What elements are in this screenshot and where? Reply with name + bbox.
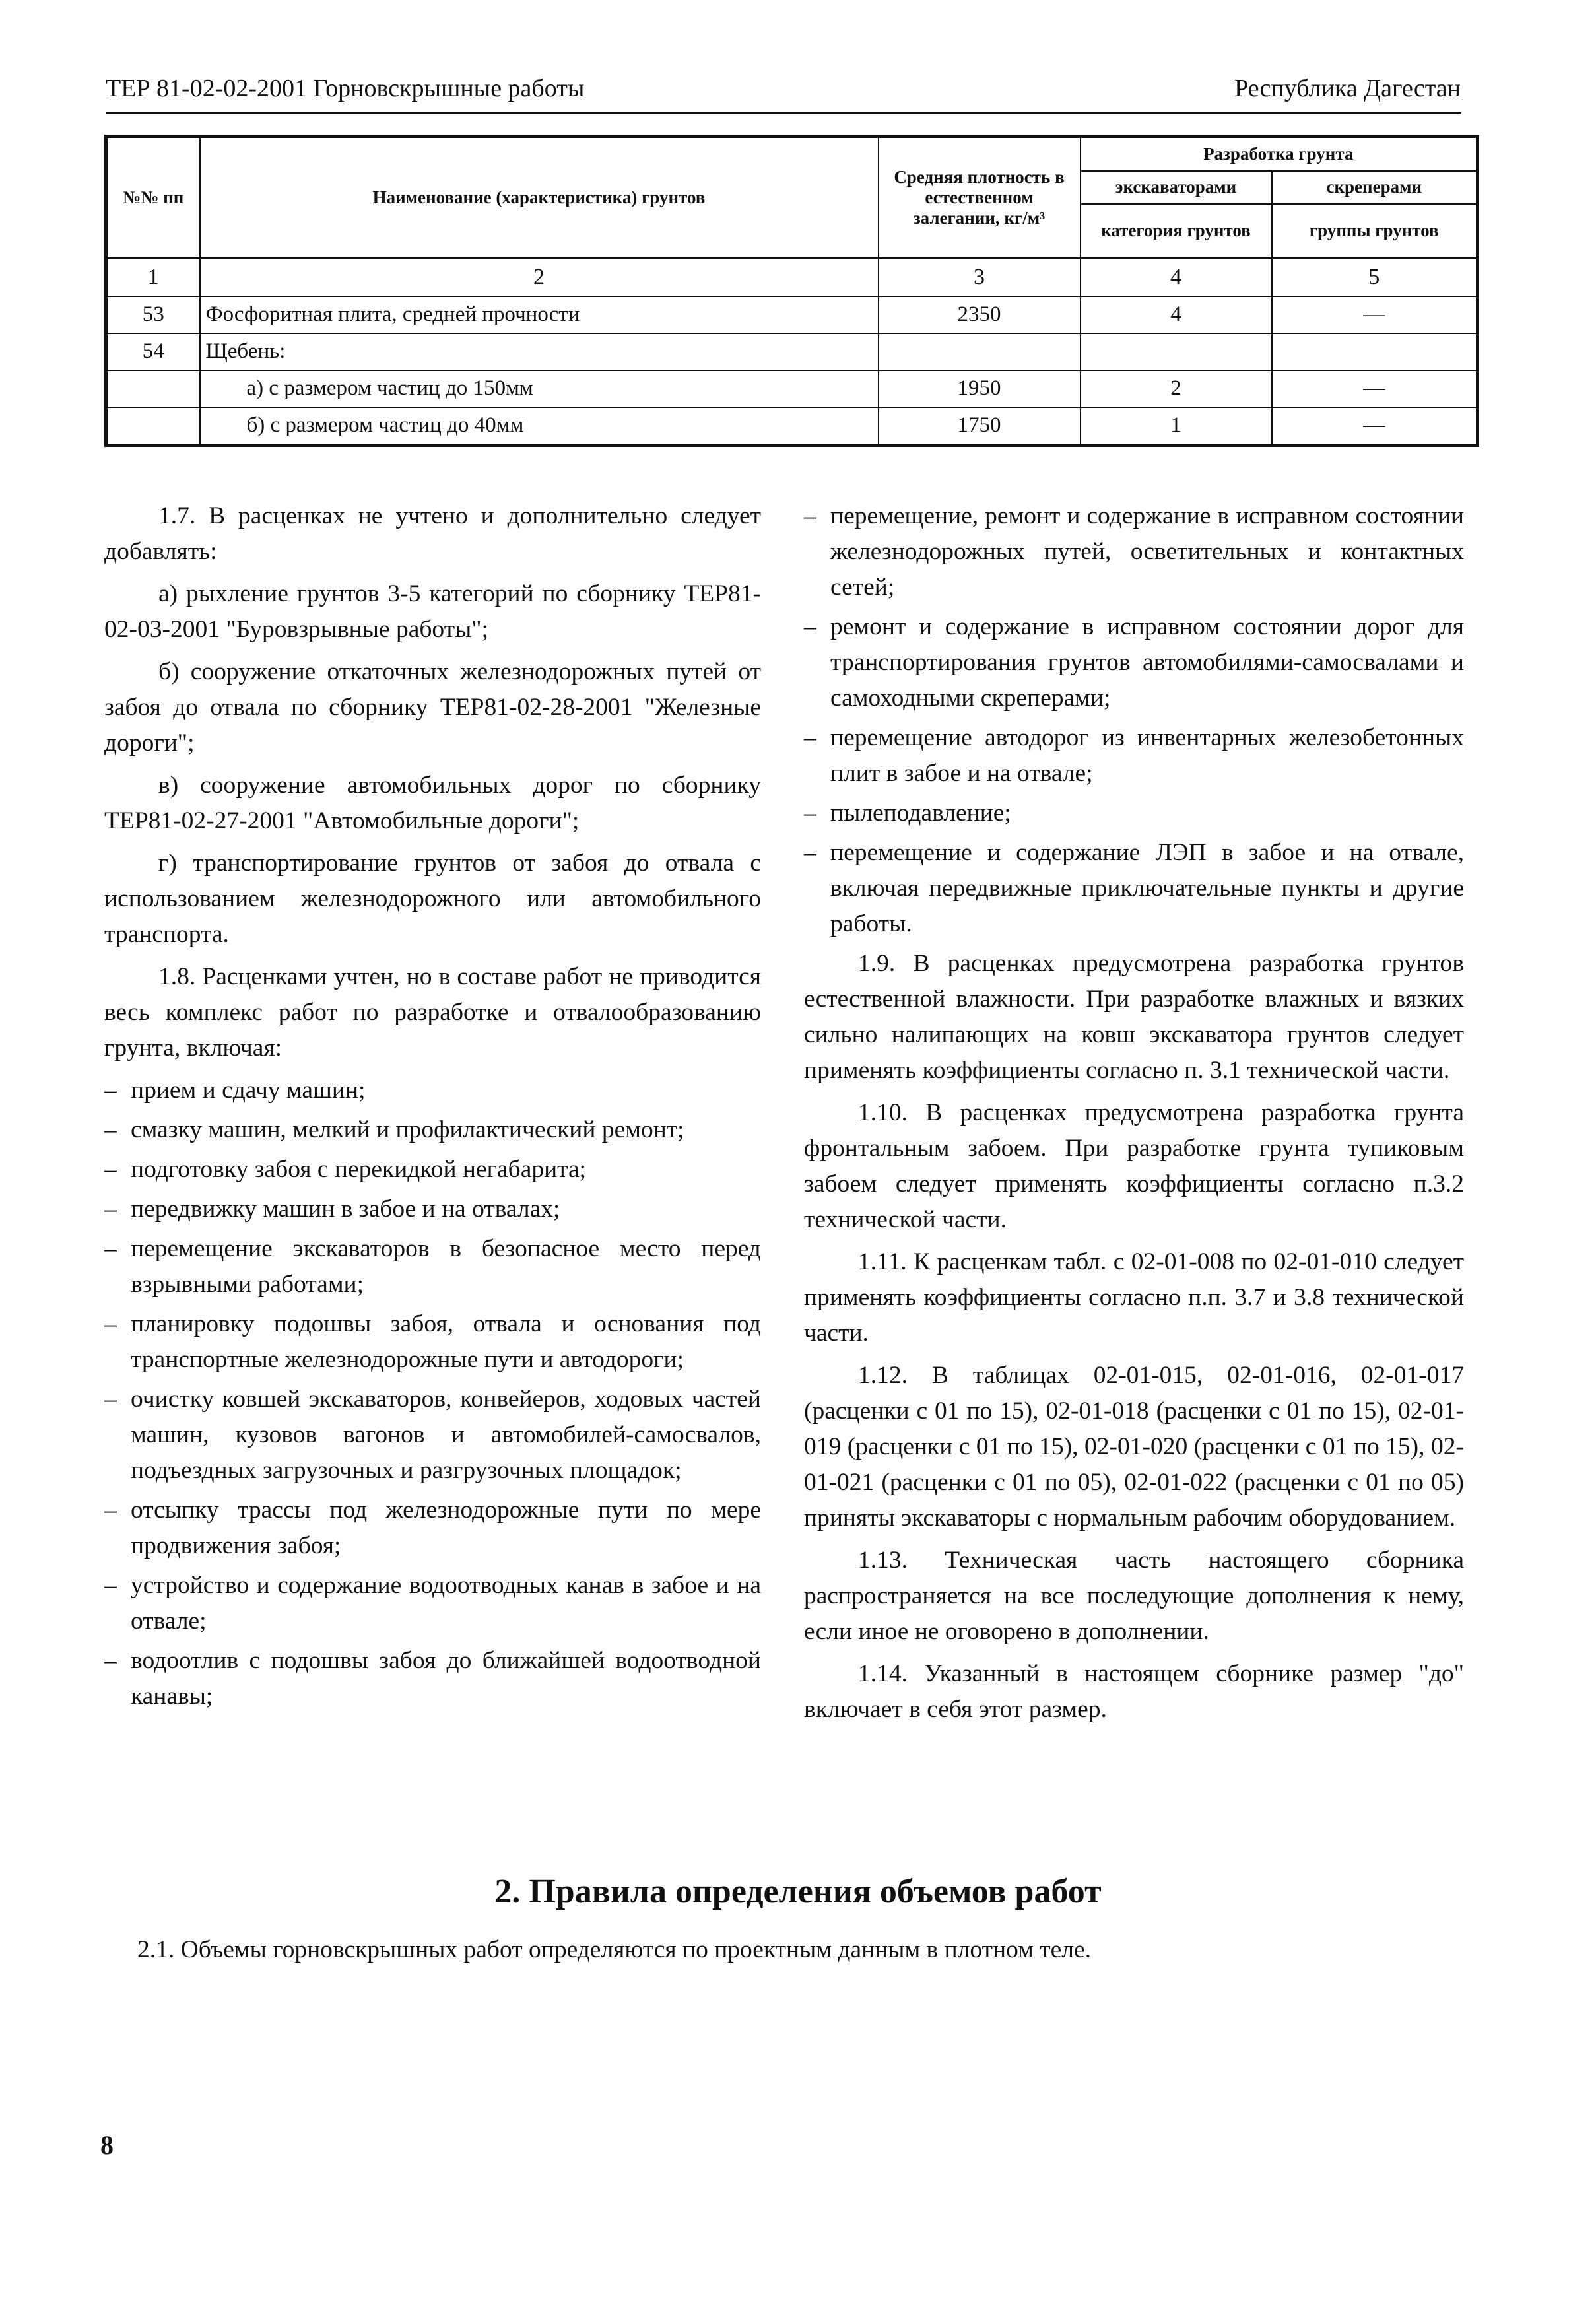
- paragraph-1-7: 1.7. В расценках не учтено и дополнительно следует добавлять:: [104, 502, 761, 565]
- paragraph-1-8: 1.8. Расценками учтен, но в составе работ не приводится весь комплекс работ по разработке и отвалообразованию грунта, включая:: [104, 963, 761, 1061]
- header-excavators: экскаваторами: [1081, 171, 1272, 204]
- row-scraper-group: —: [1272, 407, 1478, 446]
- row-scraper-group: —: [1272, 296, 1478, 333]
- list-item: – ремонт и содержание в исправном состоянии дорог для транспортирования грунтов автомобилями-самосвалами и самоходными скреперами;: [804, 609, 1464, 716]
- column-number: 1: [106, 258, 200, 296]
- list-item: – прием и сдачу машин;: [104, 1073, 761, 1108]
- table-row: [106, 407, 1478, 446]
- row-scraper-group: —: [1272, 370, 1478, 407]
- page-number: 8: [100, 2130, 114, 2160]
- list-item: – пылеподавление;: [804, 795, 1464, 831]
- row-density: 2350: [879, 296, 1081, 333]
- left-column: [104, 498, 761, 1718]
- paragraph-1-10: 1.10. В расценках предусмотрена разработка грунта фронтальным забоем. При разработке грунта тупиковым забоем следует применять коэффициенты согласно п.3.2 технической части.: [804, 1099, 1464, 1233]
- running-header-right: Республика Дагестан: [1234, 75, 1461, 102]
- header-density: Средняя плотность в естественном залегании, кг/м³: [879, 137, 1081, 258]
- list-item: – передвижку машин в забое и на отвалах;: [104, 1192, 761, 1227]
- paragraph-1-14: 1.14. Указанный в настоящем сборнике размер "до" включает в себя этот размер.: [804, 1660, 1464, 1723]
- row-name: Щебень:: [200, 333, 879, 370]
- row-num: [106, 370, 200, 407]
- paragraph-1-7-d: г) транспортирование грунтов от забоя до отвала с использованием железнодорожного или автомобильного транспорта.: [104, 850, 761, 948]
- table-row: [106, 370, 1478, 407]
- header-rule: [106, 112, 1461, 114]
- row-density: [879, 333, 1081, 370]
- list-item: – подготовку забоя с перекидкой негабарита;: [104, 1152, 761, 1188]
- row-name: Фосфоритная плита, средней прочности: [200, 296, 879, 333]
- paragraph-1-12: 1.12. В таблицах 02-01-015, 02-01-016, 02-01-017 (расценки с 01 по 15), 02-01-018 (расценки с 01 по 15), 02-01-019 (расценки с 01 по 15), 02-01-020 (расценки с 01 по 15), 02-01-021 (расценки с 01 по 05), 02-01-022 (расценки с 01 по 05) приняты экскаваторы с нормальным рабочим оборудованием.: [804, 1362, 1464, 1531]
- paragraph-1-7-b: б) сооружение откаточных железнодорожных путей от забоя до отвала по сборнику ТЕР81-02-28-2001 "Железные дороги";: [104, 658, 761, 757]
- table-row: [106, 296, 1478, 333]
- header-scrapers: скреперами: [1272, 171, 1478, 204]
- paragraph-2-1: 2.1. Объемы горновскрышных работ определяются по проектным данным в плотном теле.: [137, 1936, 1092, 1963]
- row-excavator-category: [1081, 333, 1272, 370]
- header-development: Разработка грунта: [1081, 137, 1478, 171]
- paragraph-1-7-a: а) рыхление грунтов 3-5 категорий по сборнику ТЕР81-02-03-2001 "Буровзрывные работы";: [104, 580, 761, 643]
- header-soil-category: категория грунтов: [1081, 204, 1272, 258]
- paragraph-1-9: 1.9. В расценках предусмотрена разработка грунтов естественной влажности. При разработке влажных и вязких сильно налипающих на ковш экскаватора грунтов следует применять коэффициенты согласно п. 3.1 технической части.: [804, 950, 1464, 1084]
- row-excavator-category: 1: [1081, 407, 1272, 446]
- column-number: 3: [879, 258, 1081, 296]
- running-header-left: ТЕР 81-02-02-2001 Горновскрышные работы: [106, 75, 585, 102]
- row-num: 53: [106, 296, 200, 333]
- column-number-row: [106, 258, 1478, 296]
- row-num: 54: [106, 333, 200, 370]
- row-density: 1950: [879, 370, 1081, 407]
- list-item: – перемещение и содержание ЛЭП в забое и на отвале, включая передвижные приключательные пункты и другие работы.: [804, 835, 1464, 942]
- column-number: 5: [1272, 258, 1478, 296]
- row-num: [106, 407, 200, 446]
- paragraph-1-13: 1.13. Техническая часть настоящего сборника распространяется на все последующие дополнения к нему, если иное не оговорено в дополнении.: [804, 1547, 1464, 1645]
- column-number: 2: [200, 258, 879, 296]
- list-item: – очистку ковшей экскаваторов, конвейеров, ходовых частей машин, кузовов вагонов и автомобилей-самосвалов, подъездных загрузочных и разгрузочных площадок;: [104, 1382, 761, 1489]
- header-num: №№ пп: [106, 137, 200, 258]
- row-name: а) с размером частиц до 150мм: [200, 370, 879, 407]
- list-item: – перемещение экскаваторов в безопасное место перед взрывными работами;: [104, 1231, 761, 1302]
- list-item: – планировку подошвы забоя, отвала и основания под транспортные железнодорожные пути и автодороги;: [104, 1306, 761, 1378]
- list-item: – отсыпку трассы под железнодорожные пути по мере продвижения забоя;: [104, 1493, 761, 1564]
- row-excavator-category: 4: [1081, 296, 1272, 333]
- row-density: 1750: [879, 407, 1081, 446]
- soil-table: [104, 135, 1479, 447]
- list-item: – водоотлив с подошвы забоя до ближайшей водоотводной канавы;: [104, 1643, 761, 1714]
- list-item: – смазку машин, мелкий и профилактический ремонт;: [104, 1112, 761, 1148]
- row-excavator-category: 2: [1081, 370, 1272, 407]
- section-2-title: 2. Правила определения объемов работ: [494, 1873, 1102, 1910]
- right-column: [804, 498, 1464, 1734]
- row-scraper-group: [1272, 333, 1478, 370]
- paragraph-1-7-c: в) сооружение автомобильных дорог по сборнику ТЕР81-02-27-2001 "Автомобильные дороги";: [104, 772, 761, 834]
- table-row: [106, 333, 1478, 370]
- header-name: Наименование (характеристика) грунтов: [200, 137, 879, 258]
- header-soil-groups: группы грунтов: [1272, 204, 1478, 258]
- list-item: – перемещение автодорог из инвентарных железобетонных плит в забое и на отвале;: [804, 720, 1464, 791]
- list-item: – устройство и содержание водоотводных канав в забое и на отвале;: [104, 1568, 761, 1639]
- column-number: 4: [1081, 258, 1272, 296]
- paragraph-1-11: 1.11. К расценкам табл. с 02-01-008 по 02-01-010 следует применять коэффициенты согласно п.п. 3.7 и 3.8 технической части.: [804, 1248, 1464, 1347]
- list-item: – перемещение, ремонт и содержание в исправном состоянии железнодорожных путей, осветительных и контактных сетей;: [804, 498, 1464, 605]
- row-name: б) с размером частиц до 40мм: [200, 407, 879, 446]
